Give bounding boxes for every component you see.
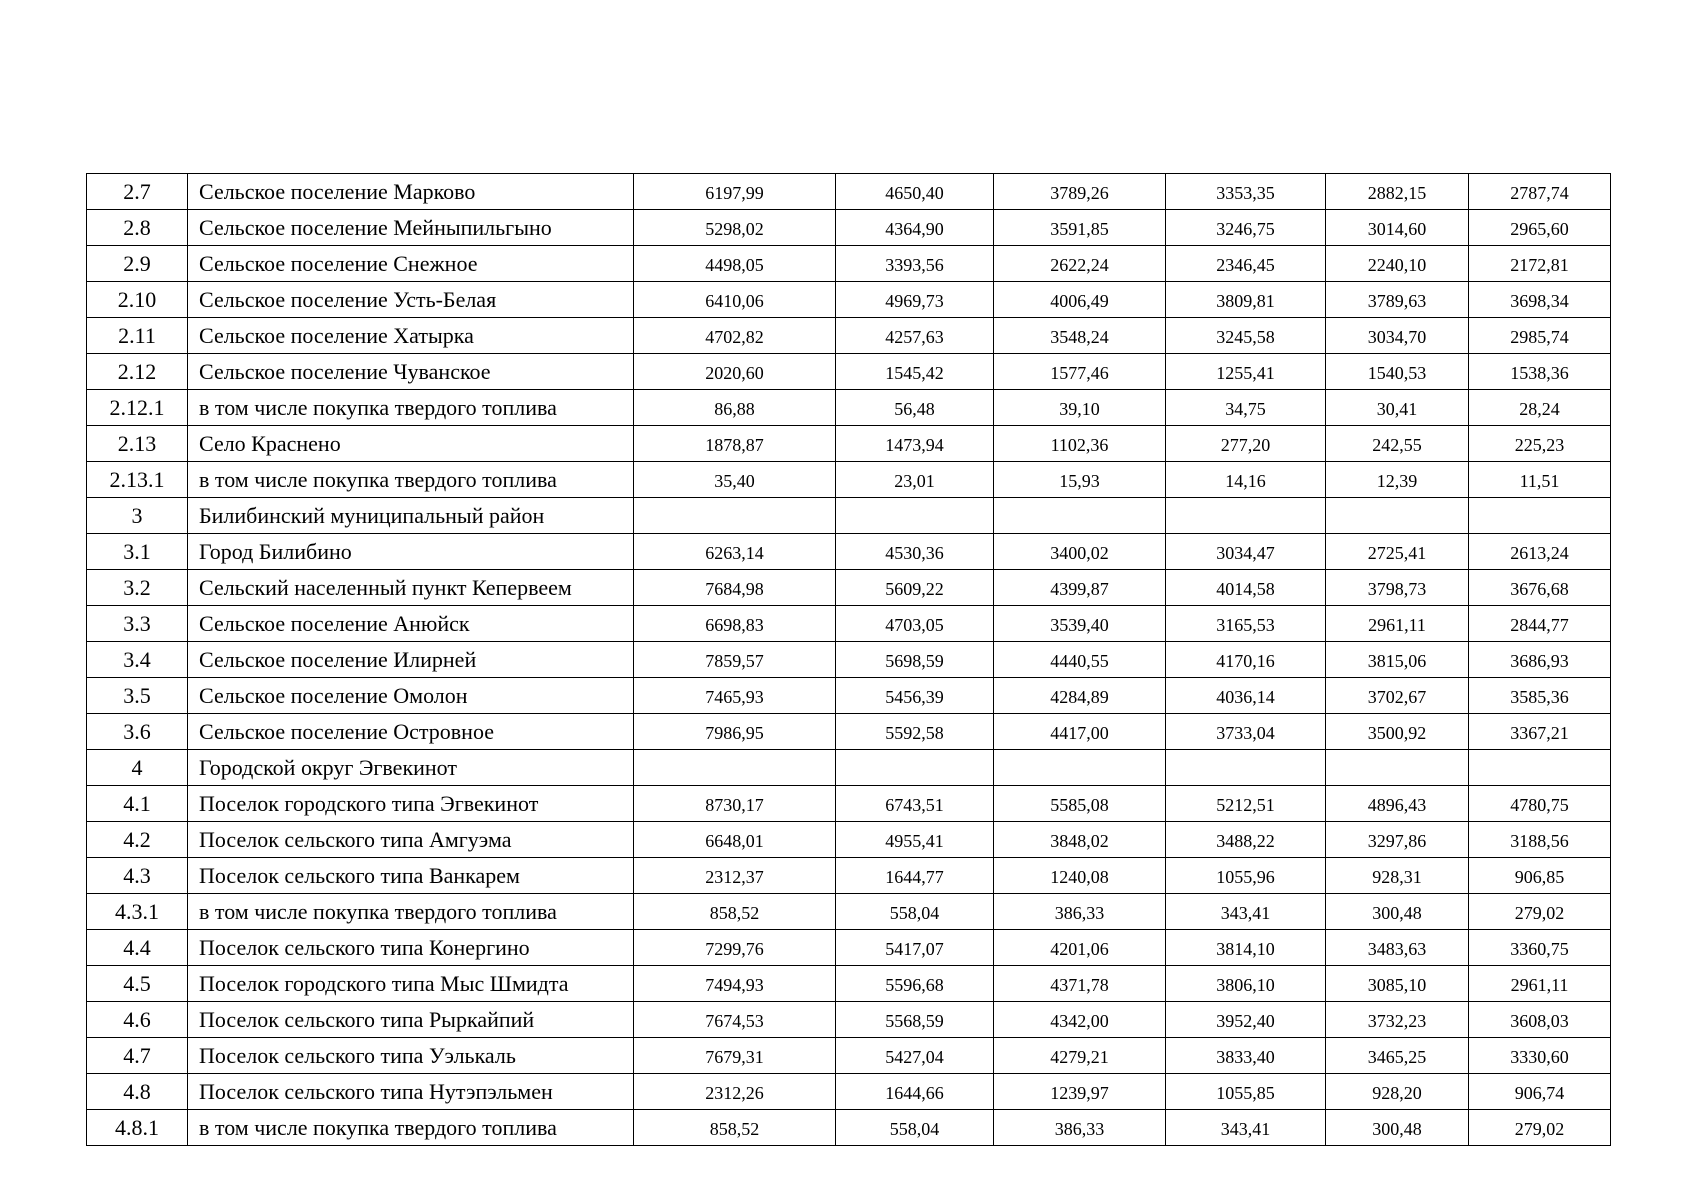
settlement-name-cell: Поселок сельского типа Рыркайпий [188,1002,634,1038]
row-number-cell: 4.7 [87,1038,188,1074]
row-number-cell: 4.1 [87,786,188,822]
value-cell: 279,02 [1469,1110,1611,1146]
value-cell: 5698,59 [836,642,994,678]
value-cell: 3188,56 [1469,822,1611,858]
value-cell: 558,04 [836,1110,994,1146]
row-number-cell: 4.8.1 [87,1110,188,1146]
settlement-name-cell: Поселок сельского типа Нутэпэльмен [188,1074,634,1110]
row-number-cell: 4.4 [87,930,188,966]
value-cell: 7299,76 [634,930,836,966]
table-row [87,714,1611,750]
table-row [87,498,1611,534]
value-cell: 6648,01 [634,822,836,858]
value-cell: 3330,60 [1469,1038,1611,1074]
row-number-cell: 2.13 [87,426,188,462]
value-cell: 858,52 [634,1110,836,1146]
settlement-name-cell: Сельский населенный пункт Кепервеем [188,570,634,606]
value-cell: 4703,05 [836,606,994,642]
table-row [87,966,1611,1002]
value-cell: 2312,26 [634,1074,836,1110]
value-cell: 4530,36 [836,534,994,570]
value-cell: 277,20 [1166,426,1326,462]
table-row [87,930,1611,966]
row-number-cell: 2.9 [87,246,188,282]
value-cell: 11,51 [1469,462,1611,498]
value-cell: 906,74 [1469,1074,1611,1110]
value-cell: 5609,22 [836,570,994,606]
value-cell: 6263,14 [634,534,836,570]
settlement-name-cell: Поселок сельского типа Уэлькаль [188,1038,634,1074]
value-cell: 2985,74 [1469,318,1611,354]
value-cell: 6743,51 [836,786,994,822]
value-cell: 1055,85 [1166,1074,1326,1110]
value-cell: 3789,63 [1326,282,1469,318]
value-cell: 3833,40 [1166,1038,1326,1074]
value-cell: 86,88 [634,390,836,426]
value-cell: 14,16 [1166,462,1326,498]
value-cell: 5568,59 [836,1002,994,1038]
value-cell: 928,31 [1326,858,1469,894]
value-cell: 6410,06 [634,282,836,318]
value-cell: 3500,92 [1326,714,1469,750]
value-cell: 3400,02 [994,534,1166,570]
value-cell: 2787,74 [1469,174,1611,210]
value-cell: 386,33 [994,894,1166,930]
row-number-cell: 2.13.1 [87,462,188,498]
value-cell: 1878,87 [634,426,836,462]
settlement-name-cell: Поселок сельского типа Амгуэма [188,822,634,858]
value-cell: 386,33 [994,1110,1166,1146]
row-number-cell: 4 [87,750,188,786]
value-cell: 558,04 [836,894,994,930]
row-number-cell: 3 [87,498,188,534]
table-row [87,1110,1611,1146]
row-number-cell: 4.3.1 [87,894,188,930]
row-number-cell: 2.10 [87,282,188,318]
value-cell: 3733,04 [1166,714,1326,750]
value-cell: 2020,60 [634,354,836,390]
table-row [87,1038,1611,1074]
value-cell: 3952,40 [1166,1002,1326,1038]
value-cell: 12,39 [1326,462,1469,498]
value-cell: 3465,25 [1326,1038,1469,1074]
value-cell: 4440,55 [994,642,1166,678]
row-number-cell: 3.3 [87,606,188,642]
value-cell: 4284,89 [994,678,1166,714]
value-cell: 242,55 [1326,426,1469,462]
value-cell: 4201,06 [994,930,1166,966]
value-cell: 28,24 [1469,390,1611,426]
value-cell: 3034,47 [1166,534,1326,570]
value-cell: 2882,15 [1326,174,1469,210]
table-row [87,606,1611,642]
settlement-name-cell: Сельское поселение Снежное [188,246,634,282]
value-cell: 30,41 [1326,390,1469,426]
value-cell: 3367,21 [1469,714,1611,750]
table-row [87,750,1611,786]
value-cell: 23,01 [836,462,994,498]
value-cell: 3034,70 [1326,318,1469,354]
value-cell: 3676,68 [1469,570,1611,606]
value-cell [634,498,836,534]
row-number-cell: 2.8 [87,210,188,246]
table-row [87,822,1611,858]
value-cell: 300,48 [1326,894,1469,930]
value-cell: 5427,04 [836,1038,994,1074]
settlement-name-cell: Сельское поселение Марково [188,174,634,210]
value-cell [836,750,994,786]
row-number-cell: 4.5 [87,966,188,1002]
settlement-name-cell: в том числе покупка твердого топлива [188,894,634,930]
value-cell: 7465,93 [634,678,836,714]
value-cell: 3686,93 [1469,642,1611,678]
value-cell: 3591,85 [994,210,1166,246]
value-cell: 1055,96 [1166,858,1326,894]
value-cell: 3297,86 [1326,822,1469,858]
row-number-cell: 4.8 [87,1074,188,1110]
value-cell: 3014,60 [1326,210,1469,246]
table-row [87,282,1611,318]
value-cell: 1473,94 [836,426,994,462]
value-cell: 34,75 [1166,390,1326,426]
value-cell: 4955,41 [836,822,994,858]
value-cell: 3789,26 [994,174,1166,210]
settlement-name-cell: Городской округ Эгвекинот [188,750,634,786]
table-row [87,246,1611,282]
value-cell: 2725,41 [1326,534,1469,570]
value-cell: 2346,45 [1166,246,1326,282]
value-cell: 3698,34 [1469,282,1611,318]
value-cell: 7684,98 [634,570,836,606]
value-cell: 3798,73 [1326,570,1469,606]
value-cell: 4342,00 [994,1002,1166,1038]
value-cell: 4780,75 [1469,786,1611,822]
value-cell: 279,02 [1469,894,1611,930]
value-cell: 5212,51 [1166,786,1326,822]
row-number-cell: 2.12 [87,354,188,390]
value-cell: 4417,00 [994,714,1166,750]
value-cell [634,750,836,786]
settlement-name-cell: Сельское поселение Омолон [188,678,634,714]
value-cell: 3815,06 [1326,642,1469,678]
value-cell: 4399,87 [994,570,1166,606]
value-cell: 3393,56 [836,246,994,282]
value-cell: 1102,36 [994,426,1166,462]
value-cell [1166,750,1326,786]
value-cell: 35,40 [634,462,836,498]
value-cell: 1545,42 [836,354,994,390]
table-row [87,786,1611,822]
value-cell: 5417,07 [836,930,994,966]
table-row [87,642,1611,678]
value-cell [1469,498,1611,534]
value-cell: 4006,49 [994,282,1166,318]
table-row [87,462,1611,498]
value-cell: 4170,16 [1166,642,1326,678]
value-cell: 3085,10 [1326,966,1469,1002]
value-cell: 225,23 [1469,426,1611,462]
value-cell: 1577,46 [994,354,1166,390]
value-cell: 858,52 [634,894,836,930]
value-cell: 1239,97 [994,1074,1166,1110]
table-row [87,858,1611,894]
value-cell: 3165,53 [1166,606,1326,642]
value-cell: 300,48 [1326,1110,1469,1146]
value-cell: 3702,67 [1326,678,1469,714]
value-cell: 1644,66 [836,1074,994,1110]
value-cell: 7679,31 [634,1038,836,1074]
value-cell: 3353,35 [1166,174,1326,210]
value-cell: 3585,36 [1469,678,1611,714]
value-cell: 4702,82 [634,318,836,354]
value-cell: 39,10 [994,390,1166,426]
value-cell: 928,20 [1326,1074,1469,1110]
value-cell: 5456,39 [836,678,994,714]
row-number-cell: 3.4 [87,642,188,678]
value-cell: 1644,77 [836,858,994,894]
value-cell: 4371,78 [994,966,1166,1002]
value-cell: 15,93 [994,462,1166,498]
settlement-name-cell: Сельское поселение Чуванское [188,354,634,390]
settlement-name-cell: в том числе покупка твердого топлива [188,390,634,426]
value-cell: 5585,08 [994,786,1166,822]
settlement-name-cell: Город Билибино [188,534,634,570]
table-row [87,390,1611,426]
value-cell: 1240,08 [994,858,1166,894]
value-cell: 3809,81 [1166,282,1326,318]
value-cell: 2965,60 [1469,210,1611,246]
value-cell: 906,85 [1469,858,1611,894]
value-cell: 2172,81 [1469,246,1611,282]
value-cell [836,498,994,534]
row-number-cell: 3.5 [87,678,188,714]
value-cell: 1255,41 [1166,354,1326,390]
value-cell [994,498,1166,534]
value-cell [1166,498,1326,534]
value-cell [1326,750,1469,786]
value-cell: 3608,03 [1469,1002,1611,1038]
value-cell [1326,498,1469,534]
value-cell: 3806,10 [1166,966,1326,1002]
value-cell: 1540,53 [1326,354,1469,390]
value-cell: 3539,40 [994,606,1166,642]
table-row [87,174,1611,210]
value-cell: 3814,10 [1166,930,1326,966]
table-row [87,354,1611,390]
data-table [86,173,1611,1146]
value-cell: 4257,63 [836,318,994,354]
value-cell: 1538,36 [1469,354,1611,390]
table-row [87,1002,1611,1038]
settlement-name-cell: Сельское поселение Илирней [188,642,634,678]
settlement-name-cell: Сельское поселение Хатырка [188,318,634,354]
value-cell: 2613,24 [1469,534,1611,570]
value-cell: 3245,58 [1166,318,1326,354]
row-number-cell: 3.1 [87,534,188,570]
value-cell: 6698,83 [634,606,836,642]
value-cell: 3246,75 [1166,210,1326,246]
settlement-name-cell: в том числе покупка твердого топлива [188,1110,634,1146]
settlement-name-cell: Поселок сельского типа Конергино [188,930,634,966]
value-cell: 6197,99 [634,174,836,210]
row-number-cell: 3.2 [87,570,188,606]
table-row [87,318,1611,354]
row-number-cell: 3.6 [87,714,188,750]
value-cell: 2961,11 [1469,966,1611,1002]
settlement-name-cell: Сельское поселение Анюйск [188,606,634,642]
value-cell [1469,750,1611,786]
value-cell: 4498,05 [634,246,836,282]
settlement-name-cell: Поселок городского типа Эгвекинот [188,786,634,822]
value-cell: 4650,40 [836,174,994,210]
table-body [87,174,1611,1146]
row-number-cell: 4.3 [87,858,188,894]
settlement-name-cell: Сельское поселение Островное [188,714,634,750]
value-cell: 8730,17 [634,786,836,822]
table-row [87,1074,1611,1110]
value-cell: 56,48 [836,390,994,426]
row-number-cell: 2.11 [87,318,188,354]
settlement-name-cell: в том числе покупка твердого топлива [188,462,634,498]
value-cell: 4279,21 [994,1038,1166,1074]
value-cell: 343,41 [1166,1110,1326,1146]
value-cell: 3848,02 [994,822,1166,858]
table-row [87,426,1611,462]
settlement-name-cell: Сельское поселение Мейныпильгыно [188,210,634,246]
value-cell: 4969,73 [836,282,994,318]
value-cell: 2844,77 [1469,606,1611,642]
value-cell: 7674,53 [634,1002,836,1038]
value-cell: 4036,14 [1166,678,1326,714]
value-cell: 4364,90 [836,210,994,246]
value-cell: 3488,22 [1166,822,1326,858]
value-cell: 3732,23 [1326,1002,1469,1038]
table-row [87,678,1611,714]
table-row [87,210,1611,246]
table-row [87,570,1611,606]
value-cell: 7986,95 [634,714,836,750]
value-cell: 343,41 [1166,894,1326,930]
settlement-name-cell: Билибинский муниципальный район [188,498,634,534]
value-cell: 5298,02 [634,210,836,246]
value-cell: 3360,75 [1469,930,1611,966]
row-number-cell: 4.2 [87,822,188,858]
value-cell: 2240,10 [1326,246,1469,282]
row-number-cell: 2.12.1 [87,390,188,426]
value-cell [994,750,1166,786]
table-row [87,894,1611,930]
value-cell: 5596,68 [836,966,994,1002]
settlement-name-cell: Сельское поселение Усть-Белая [188,282,634,318]
value-cell: 4014,58 [1166,570,1326,606]
value-cell: 2312,37 [634,858,836,894]
value-cell: 3548,24 [994,318,1166,354]
value-cell: 5592,58 [836,714,994,750]
row-number-cell: 2.7 [87,174,188,210]
table-row [87,534,1611,570]
value-cell: 4896,43 [1326,786,1469,822]
value-cell: 2622,24 [994,246,1166,282]
value-cell: 7859,57 [634,642,836,678]
value-cell: 7494,93 [634,966,836,1002]
settlement-name-cell: Поселок городского типа Мыс Шмидта [188,966,634,1002]
value-cell: 3483,63 [1326,930,1469,966]
value-cell: 2961,11 [1326,606,1469,642]
settlement-name-cell: Село Краснено [188,426,634,462]
row-number-cell: 4.6 [87,1002,188,1038]
settlement-name-cell: Поселок сельского типа Ванкарем [188,858,634,894]
